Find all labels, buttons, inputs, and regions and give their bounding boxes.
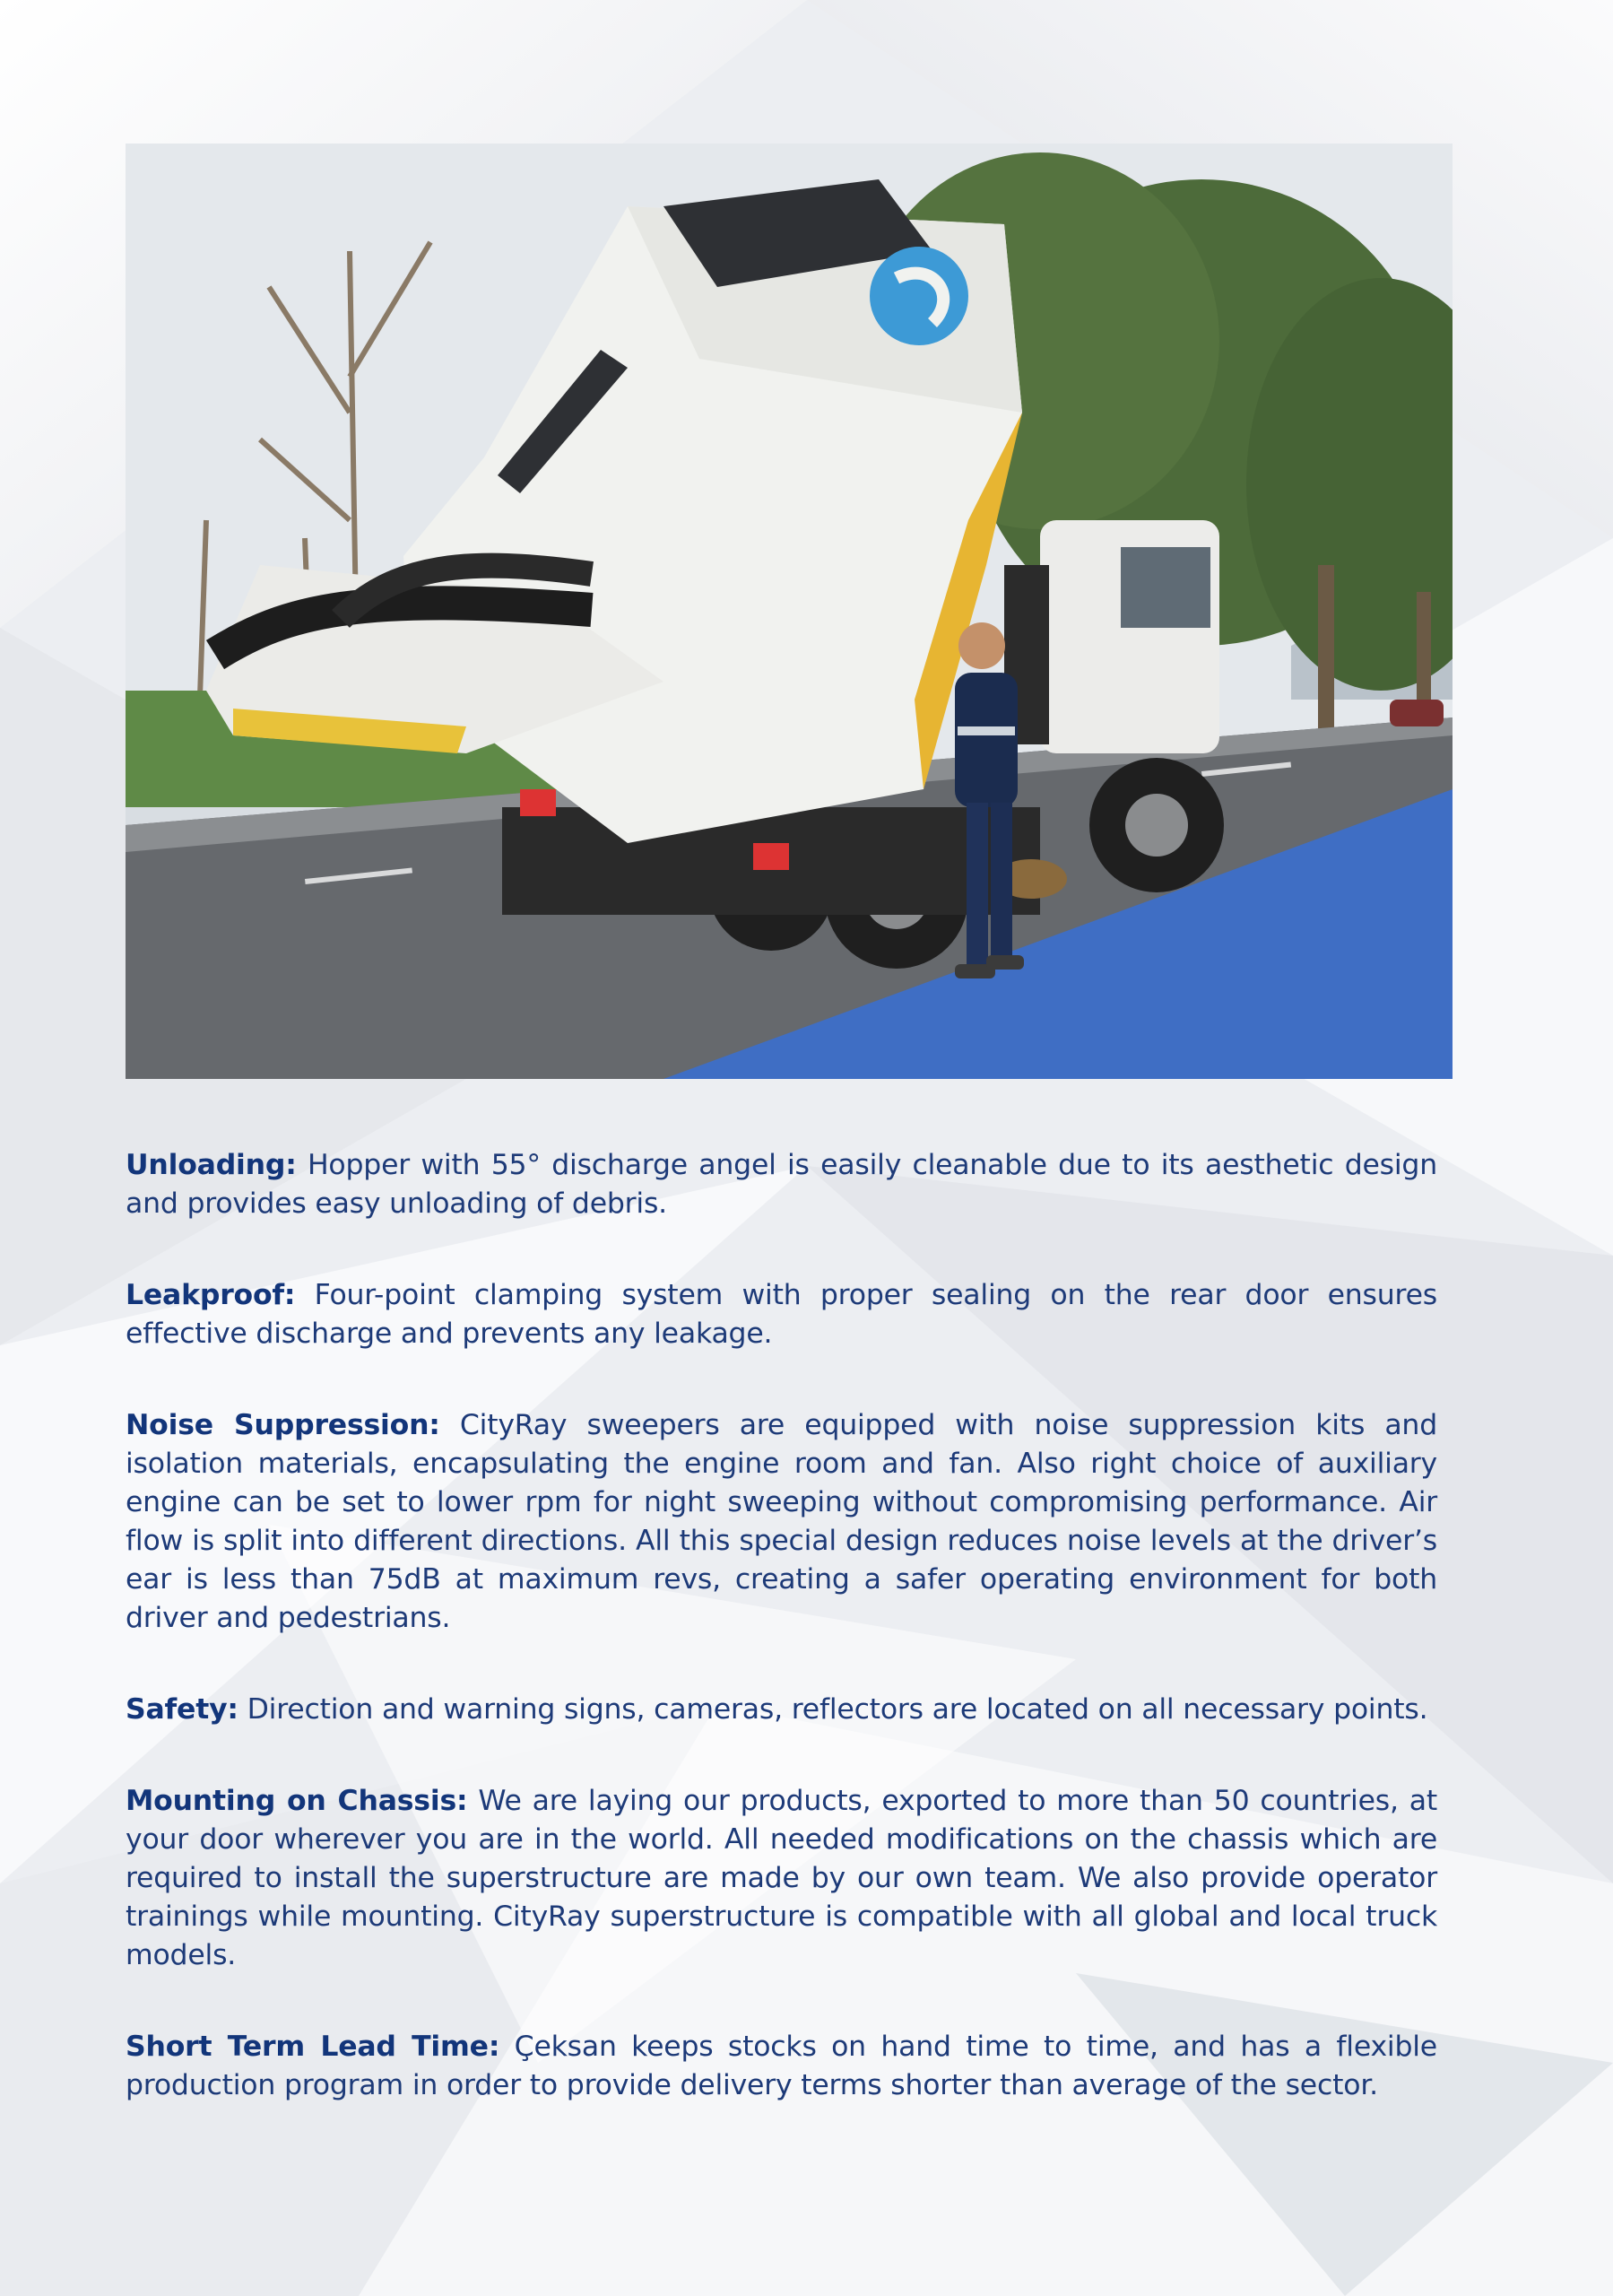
section-unloading bbox=[126, 1146, 1437, 1223]
section-heading: Noise Suppression: bbox=[126, 1409, 440, 1441]
section-heading: Leakproof: bbox=[126, 1279, 296, 1311]
section-body: We are laying our products, exported to more than 50 countries, at your door wherever you are in the world. All needed modifications on the chassis which are required to install the superstructure are made by our own team. We also provide operator trainings while mounting. CityRay superstructure is compatible with all global and local truck models. bbox=[126, 1785, 1437, 1971]
section-heading: Mounting on Chassis: bbox=[126, 1785, 468, 1817]
section-leakproof bbox=[126, 1276, 1437, 1353]
section-body: Four-point clamping system with proper sealing on the rear door ensures effective discharge and prevents any leakage. bbox=[126, 1279, 1437, 1350]
section-short-term-lead-time bbox=[126, 2028, 1437, 2105]
section-safety bbox=[126, 1691, 1437, 1729]
section-body: CityRay sweepers are equipped with noise suppression kits and isolation materials, encapsulating the engine room and fan. Also right choice of auxiliary engine can be set to lower rpm for night sweeping without compromising performance. Air flow is split into different directions. All this special design reduces noise levels at the driver’s ear is less than 75dB at maximum revs, creating a safer operating environment for both driver and pedestrians. bbox=[126, 1409, 1437, 1634]
feature-text-block bbox=[126, 1146, 1437, 2158]
section-mounting-on-chassis bbox=[126, 1782, 1437, 1975]
section-body: Çeksan keeps stocks on hand time to time, and has a flexible production program in order to provide delivery terms shorter than average of the sector. bbox=[126, 2031, 1437, 2101]
section-heading: Unloading: bbox=[126, 1149, 297, 1181]
section-body: Hopper with 55° discharge angel is easily cleanable due to its aesthetic design and provides easy unloading of debris. bbox=[126, 1149, 1437, 1220]
section-heading: Safety: bbox=[126, 1693, 238, 1726]
sweeper-truck-photo bbox=[126, 144, 1453, 1079]
section-body: Direction and warning signs, cameras, reflectors are located on all necessary points. bbox=[238, 1693, 1428, 1726]
section-heading: Short Term Lead Time: bbox=[126, 2031, 500, 2063]
section-noise-suppression bbox=[126, 1406, 1437, 1638]
